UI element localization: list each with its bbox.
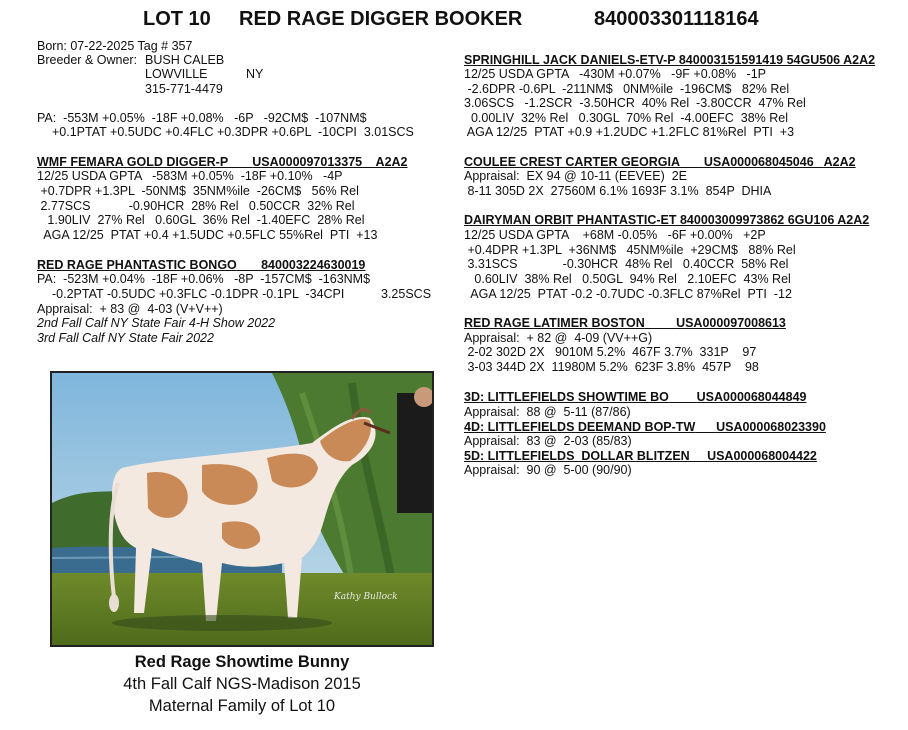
dairyman-line: +0.4DPR +1.3PL +36NM$ 45NM%ile +29CM$ 88% Rel xyxy=(464,243,796,257)
cow-photo xyxy=(50,371,434,647)
breeder-city: LOWVILLE xyxy=(145,67,208,81)
sire-line: 2.77SCS -0.90HCR 28% Rel 0.50CCR 32% Rel xyxy=(37,199,355,213)
springhill-line: 0.00LIV 32% Rel 0.30GL 70% Rel -4.00EFC 38% Rel xyxy=(464,111,789,125)
photo-caption-name: Red Rage Showtime Bunny xyxy=(134,653,350,671)
d3-heading xyxy=(464,390,806,405)
latimer-name: RED RAGE LATIMER BOSTON xyxy=(464,316,645,330)
animal-name: RED RAGE DIGGER BOOKER xyxy=(239,8,523,30)
d5-appraisal: Appraisal: 90 @ 5-00 (90/90) xyxy=(464,463,632,477)
dairyman-line: 3.31SCS -0.30HCR 48% Rel 0.40CCR 58% Rel xyxy=(464,257,789,271)
springhill-heading: SPRINGHILL JACK DANIELS-ETV-P 840003151591419 54GU506 A2A2 xyxy=(464,53,876,67)
d4-reg: USA000068023390 xyxy=(716,420,826,434)
lot-header xyxy=(0,8,908,34)
breeder-name: BUSH CALEB xyxy=(145,53,225,67)
coulee-name: COULEE CREST CARTER GEORGIA xyxy=(464,155,680,169)
registration-number: 840003301118164 xyxy=(594,8,759,30)
d3-label: 3D: LITTLEFIELDS SHOWTIME BO xyxy=(464,390,669,404)
photo-caption-line: Maternal Family of Lot 10 xyxy=(148,697,336,715)
d5-label: 5D: LITTLEFIELDS DOLLAR BLITZEN xyxy=(464,449,690,463)
sire-tag: A2A2 xyxy=(375,155,408,169)
d3-appraisal: Appraisal: 88 @ 5-11 (87/86) xyxy=(464,405,631,419)
latimer-line: Appraisal: + 82 @ 4-09 (VV++G) xyxy=(464,331,653,345)
d4-heading xyxy=(464,420,826,435)
dairyman-line: 0.60LIV 38% Rel 0.50GL 94% Rel 2.10EFC 43% Rel xyxy=(464,272,791,286)
photo-credit: Kathy Bullock xyxy=(334,592,398,602)
dam-name: RED RAGE PHANTASTIC BONGO xyxy=(37,258,237,272)
coulee-line: Appraisal: EX 94 @ 10-11 (EEVEE) 2E xyxy=(464,169,687,183)
dam-heading xyxy=(37,258,365,273)
d5-reg: USA000068004422 xyxy=(707,449,817,463)
sire-line: +0.7DPR +1.3PL -50NM$ 35NM%ile -26CM$ 56% Rel xyxy=(37,184,359,198)
latimer-line: 2-02 302D 2X 9010M 5.2% 467F 3.7% 331P 97 xyxy=(464,345,757,359)
breeder-label: Breeder & Owner: xyxy=(37,53,138,67)
d5-heading xyxy=(464,449,817,464)
coulee-reg: USA000068045046 xyxy=(703,155,814,169)
dam-appraisal: Appraisal: + 83 @ 4-03 (V+V++) xyxy=(37,302,223,316)
latimer-reg: USA000097008613 xyxy=(676,316,786,330)
sire-line: 1.90LIV 27% Rel 0.60GL 36% Rel -1.40EFC 28% Rel xyxy=(37,213,365,227)
photo-caption-line: 4th Fall Calf NGS-Madison 2015 xyxy=(123,675,361,693)
coulee-line: 8-11 305D 2X 27560M 6.1% 1693F 3.1% 854P DHIA xyxy=(464,184,772,198)
sire-reg: USA000097013375 xyxy=(252,155,363,169)
springhill-line: 3.06SCS -1.2SCR -3.50HCR 40% Rel -3.80CCR 47% Rel xyxy=(464,96,806,110)
dam-reg: 840003224630019 xyxy=(261,258,366,272)
breeder-phone: 315-771-4479 xyxy=(145,82,223,96)
springhill-line: AGA 12/25 PTAT +0.9 +1.2UDC +1.2FLC 81%Rel PTI +3 xyxy=(464,125,795,139)
sire-line: AGA 12/25 PTAT +0.4 +1.5UDC +0.5FLC 55%Rel PTI +13 xyxy=(37,228,378,242)
d4-label: 4D: LITTLEFIELDS DEEMAND BOP-TW xyxy=(464,420,696,434)
coulee-heading xyxy=(464,155,856,170)
dam-pa-scs: 3.25SCS xyxy=(381,287,432,301)
springhill-line: -2.6DPR -0.6PL -211NM$ 0NM%ile -196CM$ 82% Rel xyxy=(464,82,790,96)
dam-pa-line-1: PA: -523M +0.04% -18F +0.06% -8P -157CM$ -163NM$ xyxy=(37,272,371,286)
dam-show-result: 2nd Fall Calf NY State Fair 4-H Show 2022 xyxy=(37,316,276,330)
sire-line: 12/25 USDA GPTA -583M +0.05% -18F +0.10% -4P xyxy=(37,169,343,183)
pa-line-1: PA: -553M +0.05% -18F +0.08% -6P -92CM$ -107NM$ xyxy=(37,111,367,125)
coulee-tag: A2A2 xyxy=(823,155,856,169)
d3-reg: USA000068044849 xyxy=(696,390,807,404)
dairyman-heading: DAIRYMAN ORBIT PHANTASTIC-ET 840003009973862 6GU106 A2A2 xyxy=(464,213,870,227)
latimer-line: 3-03 344D 2X 11980M 5.2% 623F 3.8% 457P 98 xyxy=(464,360,759,374)
sire-heading xyxy=(37,155,408,170)
sire-name: WMF FEMARA GOLD DIGGER-P xyxy=(37,155,228,169)
breeder-state: NY xyxy=(246,67,264,81)
lot-number: LOT 10 xyxy=(143,8,211,30)
born-line: Born: 07-22-2025 Tag # 357 xyxy=(37,39,193,53)
dam-show-result: 3rd Fall Calf NY State Fair 2022 xyxy=(37,331,214,345)
dairyman-line: AGA 12/25 PTAT -0.2 -0.7UDC -0.3FLC 87%Rel PTI -12 xyxy=(464,287,792,301)
latimer-heading xyxy=(464,316,786,331)
d4-appraisal: Appraisal: 83 @ 2-03 (85/83) xyxy=(464,434,632,448)
springhill-line: 12/25 USDA GPTA -430M +0.07% -9F +0.08% -1P xyxy=(464,67,767,81)
dam-pa-line-2: -0.2PTAT -0.5UDC +0.3FLC -0.1DPR -0.1PL -34CPI xyxy=(52,287,345,301)
pa-line-2: +0.1PTAT +0.5UDC +0.4FLC +0.3DPR +0.6PL -10CPI 3.01SCS xyxy=(52,125,414,139)
dairyman-line: 12/25 USDA GPTA +68M -0.05% -6F +0.00% +2P xyxy=(464,228,766,242)
